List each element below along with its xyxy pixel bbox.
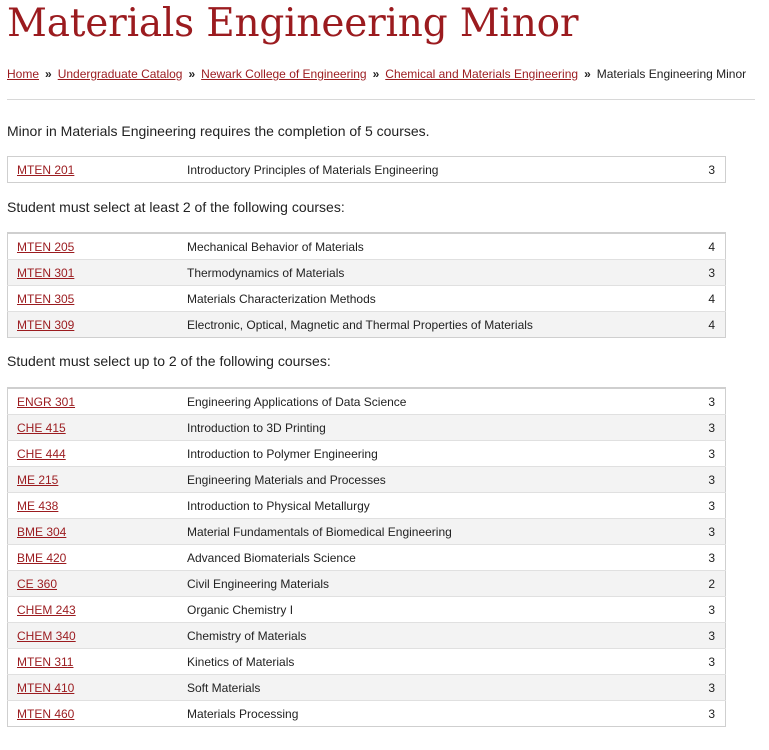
course-title: Kinetics of Materials (187, 649, 685, 675)
course-hours: 3 (685, 467, 726, 493)
course-hours: 4 (708, 239, 715, 254)
course-title: Introductory Principles of Materials Engineering (187, 162, 439, 177)
course-title: Advanced Biomaterials Science (187, 545, 685, 571)
course-hours: 3 (685, 649, 726, 675)
breadcrumb-link[interactable]: Home (7, 67, 40, 81)
course-title: Organic Chemistry I (187, 597, 685, 623)
course-code-cell (8, 571, 188, 597)
course-row (8, 649, 726, 675)
course-title: Electronic, Optical, Magnetic and Thermal Properties of Materials (187, 312, 685, 338)
course-code-cell (8, 260, 188, 286)
course-code-link[interactable]: BME 420 (17, 550, 67, 565)
breadcrumb-link[interactable]: Newark College of Engineering (201, 67, 367, 81)
course-code-cell (8, 623, 188, 649)
course-row (8, 701, 726, 727)
course-row (8, 260, 726, 286)
course-code-link[interactable]: CHE 415 (17, 420, 66, 435)
course-code-cell (8, 388, 188, 415)
course-code-cell (8, 441, 188, 467)
course-code-cell (8, 519, 188, 545)
breadcrumb-separator: » (188, 67, 196, 81)
course-title: Materials Processing (187, 701, 685, 727)
course-hours: 3 (685, 623, 726, 649)
course-row (8, 571, 726, 597)
page-title: Materials Engineering Minor (7, 1, 579, 46)
course-code-link[interactable]: MTEN 301 (17, 265, 75, 280)
course-code-link[interactable]: MTEN 205 (17, 239, 75, 254)
course-code-cell (8, 675, 188, 701)
course-title: Engineering Materials and Processes (187, 467, 685, 493)
course-code-link[interactable]: ENGR 301 (17, 394, 76, 409)
course-code-cell (8, 312, 188, 338)
course-row (8, 493, 726, 519)
course-code-cell (8, 415, 188, 441)
course-code-link[interactable]: ME 438 (17, 498, 59, 513)
breadcrumb-separator: » (584, 67, 591, 81)
course-title: Materials Characterization Methods (187, 286, 685, 312)
group2-courses-body (8, 233, 726, 338)
group2-courses-table (7, 232, 726, 338)
course-code-link[interactable]: MTEN 460 (17, 706, 75, 721)
course-code-link[interactable]: MTEN 201 (17, 162, 75, 177)
course-hours: 2 (685, 571, 726, 597)
course-title: Chemistry of Materials (187, 623, 685, 649)
course-title: Engineering Applications of Data Science (187, 394, 407, 409)
breadcrumb-separator: » (372, 67, 380, 81)
course-title: Material Fundamentals of Biomedical Engineering (187, 519, 685, 545)
course-code-link[interactable]: CHEM 243 (17, 602, 76, 617)
course-row (8, 388, 726, 415)
course-hours: 3 (685, 260, 726, 286)
course-title: Soft Materials (187, 675, 685, 701)
group3-courses-body (8, 388, 726, 727)
course-row (8, 233, 726, 260)
course-hours: 4 (685, 312, 726, 338)
course-code-link[interactable]: CHE 444 (17, 446, 66, 461)
course-code-cell (8, 649, 188, 675)
intro-text: Minor in Materials Engineering requires the completion of 5 courses. (7, 123, 430, 139)
course-code-cell (8, 286, 188, 312)
course-code-cell (8, 493, 188, 519)
breadcrumb-link[interactable]: Undergraduate Catalog (57, 67, 183, 81)
course-code-link[interactable]: MTEN 305 (17, 291, 75, 306)
course-code-link[interactable]: MTEN 309 (17, 317, 75, 332)
course-code-cell (8, 233, 188, 260)
course-code-link[interactable]: MTEN 311 (17, 654, 74, 669)
course-hours: 3 (685, 675, 726, 701)
course-row (8, 312, 726, 338)
course-code-cell (8, 701, 188, 727)
course-row (8, 545, 726, 571)
course-hours: 3 (685, 415, 726, 441)
course-code-cell (8, 467, 188, 493)
course-code-link[interactable]: CHEM 340 (17, 628, 76, 643)
required-courses-table (7, 156, 726, 183)
course-row (8, 415, 726, 441)
course-row (8, 597, 726, 623)
group2-text: Student must select at least 2 of the following courses: (7, 199, 345, 215)
divider (7, 99, 755, 100)
course-code-link[interactable]: MTEN 410 (17, 680, 75, 695)
course-title: Thermodynamics of Materials (187, 260, 685, 286)
course-code-cell (8, 597, 188, 623)
course-hours: 3 (685, 701, 726, 727)
course-code-cell (8, 545, 188, 571)
required-courses-body (8, 157, 726, 183)
course-hours: 3 (685, 493, 726, 519)
course-title: Civil Engineering Materials (187, 571, 685, 597)
course-hours: 3 (685, 545, 726, 571)
course-hours: 4 (685, 286, 726, 312)
breadcrumb (7, 67, 763, 81)
course-row (8, 519, 726, 545)
group3-text: Student must select up to 2 of the following courses: (7, 353, 331, 369)
course-row (8, 286, 726, 312)
breadcrumb-current: Materials Engineering Minor (596, 67, 747, 81)
course-hours: 3 (685, 441, 726, 467)
course-code-link[interactable]: BME 304 (17, 524, 67, 539)
course-row (8, 675, 726, 701)
course-row (8, 157, 726, 183)
breadcrumb-separator: » (45, 67, 52, 81)
breadcrumb-link[interactable]: Chemical and Materials Engineering (385, 67, 579, 81)
course-hours: 3 (685, 519, 726, 545)
course-hours: 3 (708, 394, 715, 409)
course-title: Introduction to Physical Metallurgy (187, 493, 685, 519)
course-title: Mechanical Behavior of Materials (187, 239, 364, 254)
course-hours: 3 (685, 597, 726, 623)
course-code-cell (8, 157, 188, 183)
course-row (8, 467, 726, 493)
course-row (8, 623, 726, 649)
course-hours: 3 (708, 162, 715, 177)
course-code-link[interactable]: CE 360 (17, 576, 58, 591)
course-title: Introduction to 3D Printing (187, 415, 685, 441)
course-title: Introduction to Polymer Engineering (187, 441, 685, 467)
course-row (8, 441, 726, 467)
group3-courses-table (7, 387, 726, 727)
course-code-link[interactable]: ME 215 (17, 472, 59, 487)
